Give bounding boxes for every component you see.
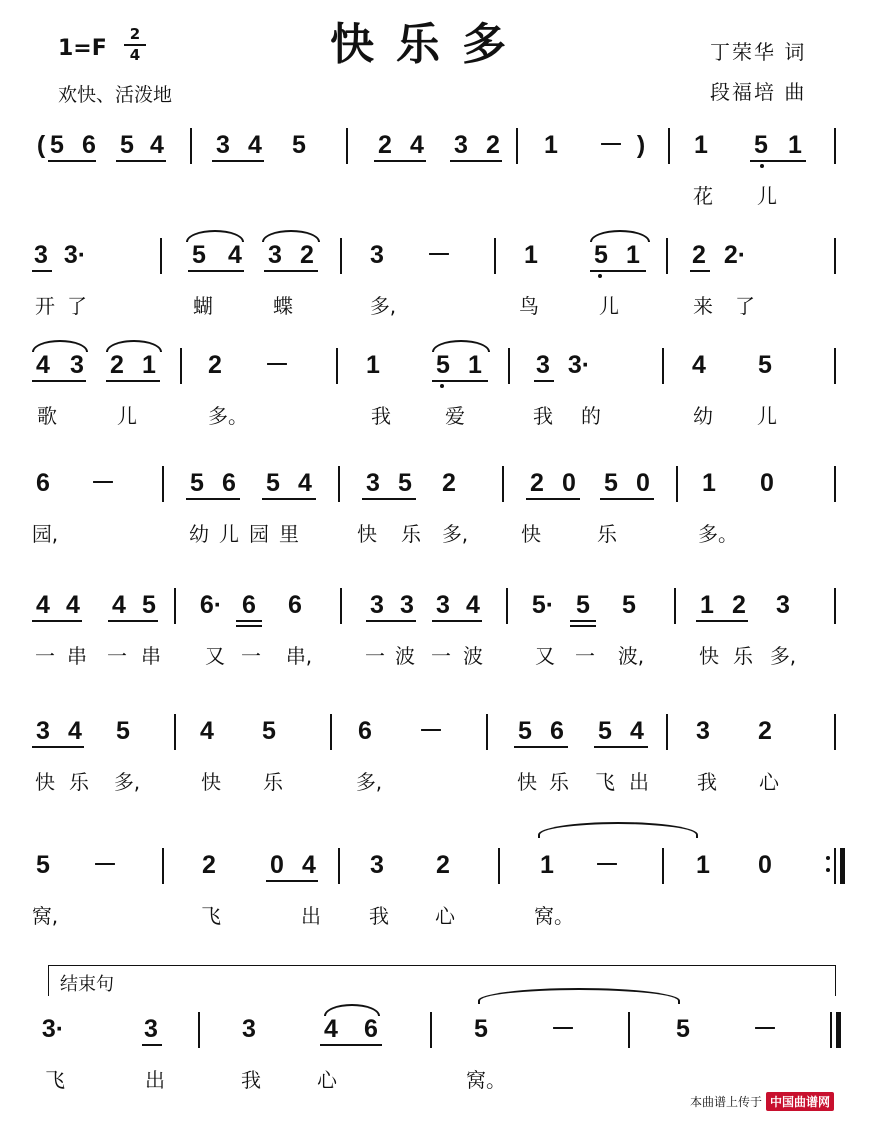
lyric: 鸟 xyxy=(519,294,539,318)
lyric: 飞 xyxy=(201,904,221,928)
note: 4 xyxy=(410,131,424,159)
note: 3 xyxy=(242,1015,256,1043)
lyric: 幼 xyxy=(189,522,209,546)
note: 4 xyxy=(298,469,312,497)
note: 2 xyxy=(300,241,314,269)
note: － xyxy=(264,351,290,379)
footer-text: 本曲谱上传于 xyxy=(690,1095,763,1109)
note: 1 xyxy=(540,851,554,879)
note: 1 xyxy=(468,351,482,379)
lyric: 飞 xyxy=(595,770,615,794)
note: － xyxy=(752,1015,778,1043)
lyric: 儿 xyxy=(117,404,137,428)
lyric: 乐 xyxy=(549,770,569,794)
note: 5 xyxy=(50,131,64,159)
note: 3· xyxy=(63,241,87,269)
note: 2 xyxy=(732,591,746,619)
lyric: 儿 xyxy=(599,294,619,318)
note: 0 xyxy=(760,469,774,497)
score-system-1 xyxy=(0,130,871,240)
note: 2· xyxy=(723,241,747,269)
lyric: 乐 xyxy=(263,770,283,794)
note: 2 xyxy=(758,717,772,745)
lyric: 儿 xyxy=(219,522,239,546)
lyric: 多, xyxy=(769,644,797,668)
note: 0 xyxy=(758,851,772,879)
lyric: 我 xyxy=(697,770,717,794)
note: 3 xyxy=(776,591,790,619)
lyric: 心 xyxy=(317,1068,337,1092)
lyric: 来 xyxy=(693,294,713,318)
lyric: 快 xyxy=(521,522,541,546)
note: 3· xyxy=(567,351,591,379)
note: 5 xyxy=(758,351,772,379)
lyric: 的 xyxy=(581,404,601,428)
note: － xyxy=(426,241,452,269)
note: 2 xyxy=(530,469,544,497)
lyric: 心 xyxy=(435,904,455,928)
lyric: 乐 xyxy=(733,644,753,668)
note: 1 xyxy=(788,131,802,159)
lyric: 快 xyxy=(201,770,221,794)
time-top: 2 xyxy=(129,25,141,43)
lyric: 开 xyxy=(35,294,55,318)
lyric: 歌 xyxy=(37,404,57,428)
note: 5 xyxy=(754,131,768,159)
note: 1 xyxy=(702,469,716,497)
upload-footer xyxy=(690,1092,834,1111)
note: 4 xyxy=(248,131,262,159)
note: 6 xyxy=(222,469,236,497)
note: － xyxy=(418,717,444,745)
score-system-4 xyxy=(0,468,871,578)
note: 6 xyxy=(358,717,372,745)
note: 1 xyxy=(544,131,558,159)
note: 3 xyxy=(366,469,380,497)
note: 2 xyxy=(442,469,456,497)
ending-bracket xyxy=(48,965,836,996)
song-title: 快乐多 xyxy=(330,19,528,70)
note: 1 xyxy=(142,351,156,379)
score-system-2 xyxy=(0,240,871,350)
note: 1 xyxy=(524,241,538,269)
note: 4 xyxy=(68,717,82,745)
lyric: 一 xyxy=(431,644,451,668)
note: 1 xyxy=(626,241,640,269)
lyric: 了 xyxy=(67,294,87,318)
note: 2 xyxy=(486,131,500,159)
lyric: 快 xyxy=(699,644,719,668)
lyric: 又 xyxy=(535,644,555,668)
note: 2 xyxy=(208,351,222,379)
note: 0 xyxy=(562,469,576,497)
note: 4 xyxy=(66,591,80,619)
score-system-6 xyxy=(0,716,871,826)
time-bottom: 4 xyxy=(129,46,141,64)
score-system-5 xyxy=(0,590,871,700)
note: 3 xyxy=(70,351,84,379)
key-signature: 1=F xyxy=(58,36,107,61)
note: 1 xyxy=(696,851,710,879)
note: 5 xyxy=(604,469,618,497)
lyric: 我 xyxy=(533,404,553,428)
lyric: 一 xyxy=(365,644,385,668)
note: 0 xyxy=(270,851,284,879)
lyric: 快 xyxy=(35,770,55,794)
note: 3· xyxy=(41,1015,65,1043)
lyric: 多, xyxy=(369,294,397,318)
lyric: 一 xyxy=(35,644,55,668)
lyric: 幼 xyxy=(693,404,713,428)
lyric: 多, xyxy=(113,770,141,794)
note: 4 xyxy=(466,591,480,619)
lyric: 多。 xyxy=(698,522,738,546)
note: 3 xyxy=(696,717,710,745)
note: 5 xyxy=(576,591,590,619)
note: 1 xyxy=(700,591,714,619)
note: 3 xyxy=(536,351,550,379)
note: 3 xyxy=(268,241,282,269)
lyric: 又 xyxy=(205,644,225,668)
lyric: 出 xyxy=(145,1068,165,1092)
note: 3 xyxy=(370,241,384,269)
lyric: 飞 xyxy=(45,1068,65,1092)
site-logo[interactable]: 中国曲谱网 xyxy=(766,1092,834,1111)
note: 4 xyxy=(324,1015,338,1043)
score-system-7 xyxy=(0,850,871,960)
lyric: 儿 xyxy=(757,184,777,208)
note: 5 xyxy=(266,469,280,497)
note: 5 xyxy=(622,591,636,619)
note: 3 xyxy=(400,591,414,619)
lyric: 心 xyxy=(759,770,779,794)
ending-label: 结束句 xyxy=(60,974,114,995)
note: 3 xyxy=(370,591,384,619)
note: 3 xyxy=(216,131,230,159)
note: 3 xyxy=(36,717,50,745)
note: 6 xyxy=(242,591,256,619)
note: 2 xyxy=(436,851,450,879)
note: 6 xyxy=(82,131,96,159)
note: 3 xyxy=(34,241,48,269)
lyric: 我 xyxy=(371,404,391,428)
note: 5 xyxy=(292,131,306,159)
note: 4 xyxy=(228,241,242,269)
lyric: 串 xyxy=(67,644,87,668)
lyric: 多。 xyxy=(208,404,248,428)
lyric: 儿 xyxy=(757,404,777,428)
lyricist-credit: 丁荣华 词 xyxy=(710,40,807,64)
note: ( xyxy=(36,131,46,159)
note: 4 xyxy=(200,717,214,745)
tempo-marking: 欢快、活泼地 xyxy=(58,84,173,106)
note: 4 xyxy=(112,591,126,619)
lyric: 了 xyxy=(735,294,755,318)
lyric: 一 xyxy=(575,644,595,668)
lyric: 乐 xyxy=(69,770,89,794)
lyric: 波 xyxy=(463,644,483,668)
lyric: 一 xyxy=(241,644,261,668)
time-signature xyxy=(124,26,146,64)
note: ) xyxy=(636,131,646,159)
note: 5 xyxy=(398,469,412,497)
note: － xyxy=(594,851,620,879)
lyric: 串, xyxy=(285,644,313,668)
lyric: 串 xyxy=(141,644,161,668)
composer-credit: 段福培 曲 xyxy=(710,80,807,104)
note: 4 xyxy=(692,351,706,379)
note: 5 xyxy=(436,351,450,379)
lyric: 快 xyxy=(357,522,377,546)
note: 5 xyxy=(120,131,134,159)
note: 5 xyxy=(192,241,206,269)
note: 4 xyxy=(150,131,164,159)
note: 5 xyxy=(190,469,204,497)
note: 1 xyxy=(366,351,380,379)
note: 5· xyxy=(531,591,555,619)
note: － xyxy=(92,851,118,879)
note: 4 xyxy=(36,351,50,379)
note: － xyxy=(598,131,624,159)
lyric: 波 xyxy=(395,644,415,668)
note: 5 xyxy=(142,591,156,619)
note: 4 xyxy=(302,851,316,879)
note: 5 xyxy=(474,1015,488,1043)
lyric: 一 xyxy=(107,644,127,668)
lyric: 多, xyxy=(441,522,469,546)
lyric: 出 xyxy=(629,770,649,794)
note: 4 xyxy=(630,717,644,745)
lyric: 蝶 xyxy=(273,294,293,318)
note: 5 xyxy=(36,851,50,879)
lyric: 多, xyxy=(355,770,383,794)
note: 3 xyxy=(144,1015,158,1043)
note: 2 xyxy=(110,351,124,379)
note: 5 xyxy=(676,1015,690,1043)
note: 6 xyxy=(288,591,302,619)
note: 3 xyxy=(454,131,468,159)
score-system-3 xyxy=(0,350,871,460)
note: 6 xyxy=(36,469,50,497)
lyric: 窝。 xyxy=(466,1068,506,1092)
lyric: 园, xyxy=(31,522,59,546)
lyric: 花 xyxy=(693,184,713,208)
lyric: 我 xyxy=(241,1068,261,1092)
note: 1 xyxy=(694,131,708,159)
lyric: 快 xyxy=(517,770,537,794)
lyric: 里 xyxy=(279,522,299,546)
note: 6· xyxy=(199,591,223,619)
lyric: 窝, xyxy=(31,904,59,928)
note: 5 xyxy=(518,717,532,745)
note: 6 xyxy=(550,717,564,745)
note: 2 xyxy=(378,131,392,159)
note: 2 xyxy=(692,241,706,269)
note: － xyxy=(550,1015,576,1043)
note: 2 xyxy=(202,851,216,879)
note: 5 xyxy=(594,241,608,269)
lyric: 波, xyxy=(617,644,645,668)
note: － xyxy=(90,469,116,497)
lyric: 乐 xyxy=(597,522,617,546)
lyric: 我 xyxy=(369,904,389,928)
note: 4 xyxy=(36,591,50,619)
lyric: 爱 xyxy=(445,404,465,428)
note: 3 xyxy=(370,851,384,879)
note: 3 xyxy=(436,591,450,619)
note: 0 xyxy=(636,469,650,497)
note: 5 xyxy=(598,717,612,745)
note: 5 xyxy=(116,717,130,745)
lyric: 乐 xyxy=(401,522,421,546)
lyric: 园 xyxy=(249,522,269,546)
note: 5 xyxy=(262,717,276,745)
note: 6 xyxy=(364,1015,378,1043)
lyric: 出 xyxy=(301,904,321,928)
lyric: 蝴 xyxy=(193,294,213,318)
lyric: 窝。 xyxy=(534,904,574,928)
